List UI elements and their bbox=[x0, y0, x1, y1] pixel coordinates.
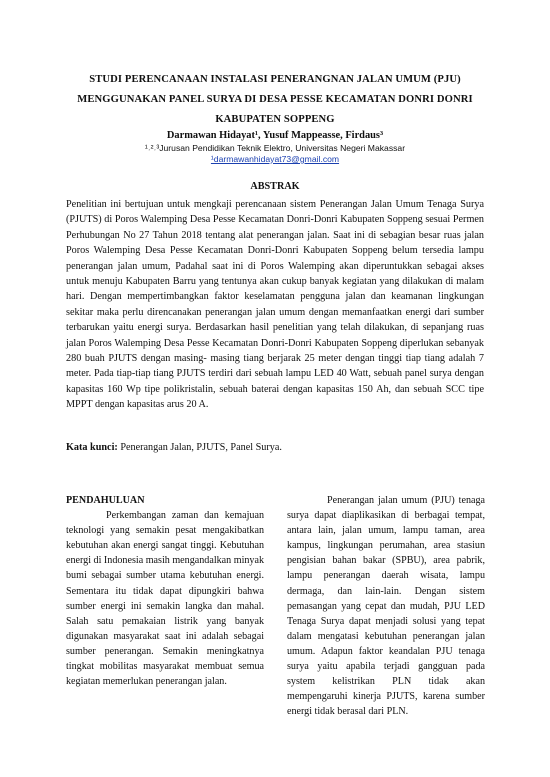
email-link[interactable]: ¹darmawanhidayat73@gmail.com bbox=[210, 154, 340, 164]
right-column bbox=[287, 493, 485, 719]
keywords-text: Penerangan Jalan, PJUTS, Panel Surya. bbox=[117, 442, 282, 453]
left-column bbox=[66, 493, 264, 689]
paragraph bbox=[66, 508, 264, 689]
title-line: MENGGUNAKAN PANEL SURYA DI DESA PESSE KECAMATAN DONRI DONRI bbox=[77, 94, 473, 105]
paragraph bbox=[287, 493, 485, 719]
keywords bbox=[66, 441, 484, 455]
section-heading-pendahuluan: PENDAHULUAN bbox=[66, 495, 145, 506]
abstract-heading: ABSTRAK bbox=[250, 181, 300, 192]
title-line: KABUPATEN SOPPENG bbox=[215, 114, 335, 125]
abstract-body: Penelitian ini bertujuan untuk mengkaji perencanaan sistem Penerangan Jalan Umum Tenaga Surya (PJUTS) di Poros Walemping Desa Pesse Kecamatan Donri-Donri Kabupaten Soppeng sesuai Permen Perhubungan No 27 Tahun 2018 tentang alat penerangan jalan. Saat ini di sebagian besar ruas jalan Poros Walemping Desa Pesse Kecamatan Donri-Donri Kabupaten Soppeng belum tersedia lampu penerangan jalan umum, Padahal saat ini di Poros Walemping akan diperuntukkan sebagai akses untuk menuju Kabupaten Barru yang tentunya akan cukup banyak kegiatan yang dilakukan di malam hari. Dengan mempertimbangkan faktor keselamatan pengguna jalan dan keamanan lingkungan sekitar maka perlu direncanakan penerangan jalan umum dengan memanfaatkan energi dari sumber terbarukan yaitu energi surya. Berdasarkan hasil penelitian yang telah dilakukan, di sepanjang ruas jalan Poros Walemping Desa Pesse Kecamatan Donri-Donri Kabupaten Soppeng diperlukan sebanyak 280 buah PJUTS dengan masing- masing tiang berjarak 25 meter dengan tinggi tiap tiang adalah 7 meter. Pada tiap-tiap tiang PJUTS terdiri dari sebuah lampu LED 40 Watt, sebuah panel surya dengan kapasitas 160 Wp tipe polikristalin, sebuah baterai dengan kapasitas 150 Ah, dan sebuah SCC tipe MPPT dengan kapasitas arus 20 A. bbox=[66, 199, 484, 411]
author-list: Darmawan Hidayat¹, Yusuf Mappeasse, Firdaus³ bbox=[166, 130, 384, 141]
paragraph-text: Perkembangan zaman dan kemajuan teknologi yang semakin pesat mengakibatkan kebutuhan akan energi sangat tinggi. Kebutuhan energi di Indonesia masih mengandalkan minyak bumi sebagai sumber utama kebutuhan energi. Sementara itu tidak dapat dipungkiri bahwa sumber energi ini semakin langka dan mahal. Salah satu pemakaian listrik yang banyak digunakan masyarakat saat ini adalah sebagai sumber penerangan. Semakin meningkatnya tingkat mobilitas masyarakat membuat semua kegiatan memerlukan penerangan jalan. bbox=[66, 510, 264, 688]
title-line: STUDI PERENCANAAN INSTALASI PENERANGNAN JALAN UMUM (PJU) bbox=[89, 74, 461, 85]
affiliation: ¹˒²˒³Jurusan Pendidikan Teknik Elektro, Universitas Negeri Makassar bbox=[144, 143, 406, 153]
keywords-label: Kata kunci: bbox=[66, 442, 118, 453]
email-line[interactable] bbox=[40, 154, 510, 165]
paragraph-text: Penerangan jalan umum (PJU) tenaga surya dapat diaplikasikan di berbagai tempat, antara lain, jalan umum, lampu taman, area kampus, lingkungan perumahan, area stasiun pengisian bahan bakar (SPBU), area pabrik, lampu penerangan daerah wisata, lampu dermaga, dan lain-lain. Dengan sistem pemasangan yang cepat dan mudah, PJU LED Tenaga Surya dapat menjadi solusi yang tepat dalam mengatasi kebutuhan penerangan jalan umum. Adapun faktor keandalan PJU tenaga surya yaitu apabila terjadi gangguan pada system kelistrikan PLN tidak akan mempengaruhi kinerja PJUTS, karena sumber energi tidak berasal dari PLN. bbox=[287, 495, 485, 718]
paper-title bbox=[40, 70, 510, 130]
